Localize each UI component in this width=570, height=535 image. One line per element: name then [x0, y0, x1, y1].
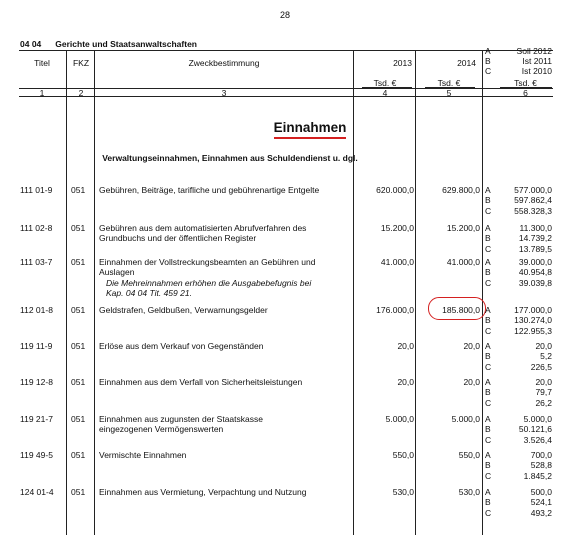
abc-letter: C: [485, 277, 492, 288]
soll-ist-cell: [500, 305, 552, 336]
abc-cell: [485, 257, 497, 288]
soll-2012-value: 177.000,0: [514, 305, 552, 315]
soll-ist-cell: [500, 257, 552, 288]
titel-cell: 111 03-7: [20, 257, 53, 267]
unit-soll: Tsd. €: [514, 78, 537, 88]
header-abc-c: C: [485, 66, 492, 76]
fkz-cell: 051: [71, 414, 86, 424]
soll-2012-value: 20,0: [535, 377, 552, 387]
value-2014: 550,0: [458, 450, 480, 460]
titel-cell: 112 01-8: [20, 305, 53, 315]
ist-2010-value: 122.955,3: [514, 325, 552, 336]
abc-letter: B: [485, 424, 491, 435]
zweck-line: Erlöse aus dem Verkauf von Gegenständen: [99, 341, 264, 351]
value-2013: 20,0: [397, 341, 414, 351]
value-2014: 20,0: [463, 341, 480, 351]
value-2013: 550,0: [392, 450, 414, 460]
abc-letter: A: [485, 377, 491, 387]
abc-letter: C: [485, 325, 492, 336]
unit-2013: Tsd. €: [373, 78, 397, 88]
soll-2012-value: 20,0: [535, 341, 552, 351]
ist-2010-value: 3.526,4: [523, 434, 552, 445]
zweck-line: Grundbuchs und der öffentlichen Register: [99, 233, 257, 244]
soll-ist-cell: [500, 185, 552, 216]
abc-cell: [485, 305, 497, 336]
abc-cell: [485, 223, 497, 254]
value-2013: 5.000,0: [385, 414, 414, 424]
abc-letter: C: [485, 243, 492, 254]
zweck-cell: [99, 341, 361, 351]
header-ist-2010: Ist 2010: [521, 66, 552, 76]
zweck-cell: [99, 414, 361, 435]
subheading: Verwaltungseinnahmen, Einnahmen aus Schuldendienst u. dgl.: [102, 153, 358, 163]
colnum-6: 6: [523, 88, 528, 98]
value-2014: 530,0: [458, 487, 480, 497]
zweck-line: Einnahmen aus dem Verfall von Sicherheitsleistungen: [99, 377, 303, 387]
chapter-code: 04 04: [20, 39, 42, 49]
zweck-note: Kap. 04 04 Tit. 459 21.: [106, 287, 192, 298]
abc-letter: B: [485, 195, 491, 206]
header-abc-a: A: [485, 46, 491, 56]
abc-letter: C: [485, 205, 492, 216]
section-title: Einnahmen: [274, 120, 347, 139]
soll-2012-value: 577.000,0: [514, 185, 552, 195]
value-2014: 15.200,0: [446, 223, 480, 233]
zweck-cell: [99, 487, 361, 497]
zweck-cell: [99, 185, 361, 195]
abc-cell: [485, 377, 497, 408]
soll-2012-value: 11.300,0: [519, 223, 552, 233]
abc-letter: A: [485, 257, 491, 267]
abc-letter: A: [485, 223, 491, 233]
fkz-cell: 051: [71, 185, 86, 195]
header-zweck: Zweckbestimmung: [188, 58, 260, 68]
abc-letter: B: [485, 460, 491, 471]
soll-ist-cell: [500, 341, 552, 372]
abc-letter: C: [485, 470, 492, 481]
ist-2011-value: 528,8: [530, 460, 552, 471]
zweck-cell: [99, 305, 361, 315]
ist-2011-value: 524,1: [530, 497, 552, 508]
fkz-cell: 051: [71, 487, 86, 497]
colnum-3: 3: [221, 88, 227, 98]
header-soll: Soll 2012: [516, 46, 552, 56]
abc-letter: B: [485, 267, 491, 278]
zweck-line: Gebühren, Beiträge, tarifliche und gebührenartige Entgelte: [99, 185, 320, 195]
value-2013: 176.000,0: [376, 305, 414, 315]
abc-letter: A: [485, 341, 491, 351]
fkz-cell: 051: [71, 341, 86, 351]
value-2013: 15.200,0: [380, 223, 414, 233]
colnum-4: 4: [382, 88, 388, 98]
titel-cell: 119 12-8: [20, 377, 53, 387]
zweck-line: Auslagen: [99, 267, 135, 278]
fkz-cell: 051: [71, 305, 86, 315]
chapter-heading: [20, 39, 211, 49]
soll-2012-value: 500,0: [530, 487, 552, 497]
value-2013: 530,0: [392, 487, 414, 497]
ist-2011-value: 40.954,8: [518, 267, 552, 278]
value-2014: 41.000,0: [446, 257, 480, 267]
abc-letter: B: [485, 233, 491, 244]
ist-2010-value: 1.845,2: [523, 470, 552, 481]
zweck-line: Geldstrafen, Geldbußen, Verwarnungsgelder: [99, 305, 268, 315]
titel-cell: 111 02-8: [20, 223, 53, 233]
value-2014: 5.000,0: [451, 414, 480, 424]
value-2014: 20,0: [463, 377, 480, 387]
zweck-line: Einnahmen aus Vermietung, Verpachtung und Nutzung: [99, 487, 307, 497]
table-top-rule: [19, 50, 553, 51]
soll-2012-value: 700,0: [530, 450, 552, 460]
abc-letter: A: [485, 305, 491, 315]
ist-2010-value: 226,5: [530, 361, 552, 372]
abc-letter: B: [485, 387, 491, 398]
zweck-cell: [99, 257, 361, 298]
abc-letter: A: [485, 185, 491, 195]
abc-cell: [485, 487, 497, 518]
section-title-wrap: [0, 120, 570, 139]
ist-2011-value: 50.121,6: [518, 424, 552, 435]
soll-2012-value: 39.000,0: [518, 257, 552, 267]
titel-cell: 124 01-4: [20, 487, 54, 497]
abc-letter: B: [485, 497, 491, 508]
ist-2010-value: 26,2: [535, 397, 552, 408]
abc-letter: B: [485, 351, 491, 362]
zweck-line: Einnahmen aus zugunsten der Staatskasse: [99, 414, 263, 424]
value-2014: 185.800,0: [442, 305, 480, 315]
colnum-1: 1: [39, 88, 45, 98]
header-fkz: FKZ: [72, 58, 90, 68]
zweck-note: Die Mehreinnahmen erhöhen die Ausgabebefugnis bei: [106, 277, 312, 288]
abc-letter: B: [485, 315, 491, 326]
header-2014: 2014: [457, 58, 476, 68]
zweck-line: Einnahmen der Vollstreckungsbeamten an Gebühren und: [99, 257, 316, 267]
page-number: 28: [279, 10, 290, 20]
ist-2010-value: 493,2: [530, 507, 552, 518]
soll-ist-cell: [500, 450, 552, 481]
zweck-cell: [99, 377, 361, 387]
unit-2014: Tsd. €: [437, 78, 461, 88]
abc-cell: [485, 341, 497, 372]
fkz-cell: 051: [71, 450, 86, 460]
value-2013: 20,0: [397, 377, 414, 387]
ist-2011-value: 5,2: [540, 351, 552, 362]
ist-2010-value: 13.789,5: [518, 243, 552, 254]
fkz-cell: 051: [71, 257, 86, 267]
abc-letter: A: [485, 414, 491, 424]
abc-letter: C: [485, 434, 492, 445]
abc-letter: C: [485, 507, 492, 518]
zweck-cell: [99, 450, 361, 460]
value-2013: 41.000,0: [380, 257, 414, 267]
abc-cell: [485, 414, 497, 445]
abc-letter: C: [485, 397, 492, 408]
abc-cell: [485, 185, 497, 216]
colnum-2: 2: [78, 88, 84, 98]
ist-2010-value: 558.328,3: [514, 205, 552, 216]
abc-letter: A: [485, 487, 491, 497]
zweck-cell: [99, 223, 361, 244]
ist-2011-value: 130.274,0: [514, 315, 552, 326]
ist-2011-value: 79,7: [535, 387, 552, 398]
soll-ist-cell: [500, 414, 552, 445]
ist-2011-value: 597.862,4: [514, 195, 552, 206]
zweck-line: Gebühren aus dem automatisierten Abrufverfahren des: [99, 223, 307, 233]
zweck-line: eingezogenen Vermögenswerten: [99, 424, 224, 435]
titel-cell: 111 01-9: [20, 185, 53, 195]
soll-ist-cell: [500, 487, 552, 518]
header-titel: Titel: [34, 58, 50, 68]
titel-cell: 119 11-9: [20, 341, 53, 351]
abc-cell: [485, 450, 497, 481]
fkz-cell: 051: [71, 223, 86, 233]
header-2013: 2013: [393, 58, 412, 68]
value-2013: 620.000,0: [376, 185, 414, 195]
ist-2011-value: 14.739,2: [518, 233, 552, 244]
soll-ist-cell: [500, 377, 552, 408]
header-abc-b: B: [485, 56, 491, 66]
titel-cell: 119 49-5: [20, 450, 53, 460]
fkz-cell: 051: [71, 377, 86, 387]
soll-2012-value: 5.000,0: [523, 414, 552, 424]
header-ist-2011: Ist 2011: [522, 56, 552, 66]
abc-letter: C: [485, 361, 492, 372]
titel-cell: 119 21-7: [20, 414, 53, 424]
abc-letter: A: [485, 450, 491, 460]
value-2014: 629.800,0: [442, 185, 480, 195]
soll-ist-cell: [500, 223, 552, 254]
colnum-5: 5: [446, 88, 452, 98]
zweck-line: Vermischte Einnahmen: [99, 450, 187, 460]
chapter-name: Gerichte und Staatsanwaltschaften: [55, 39, 197, 49]
ist-2010-value: 39.039,8: [518, 277, 552, 288]
